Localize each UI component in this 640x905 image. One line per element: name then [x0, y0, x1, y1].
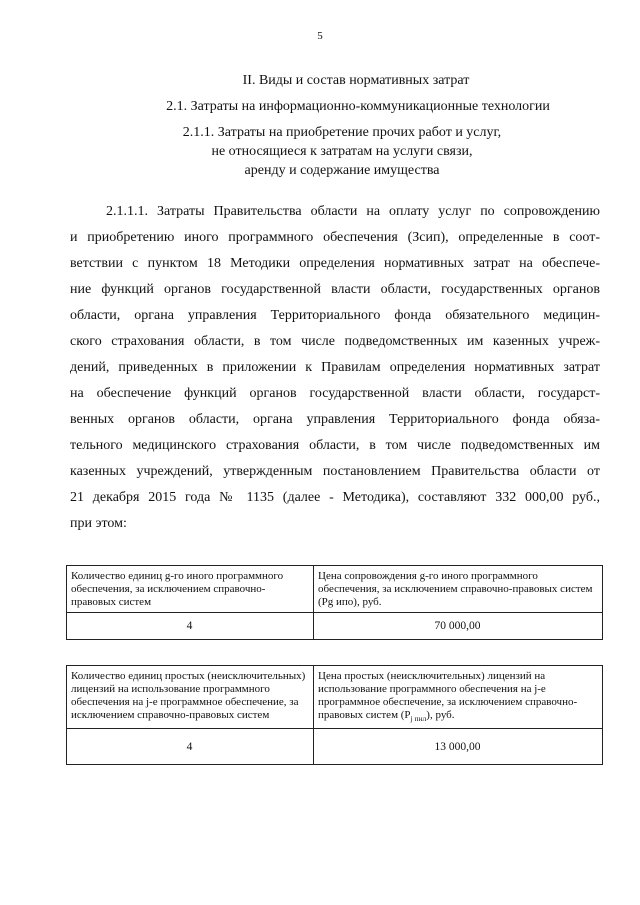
table-header-row	[67, 666, 603, 729]
table-header-cell: Количество единиц простых (неисключительных) лицензий на использование программного обеспечения на j-е программное обеспечение, за исключением справочно-правовых систем	[67, 666, 314, 729]
subsubsection-title	[22, 123, 640, 180]
header-text: Цена простых (неисключительных) лицензий на использование программного обеспечения на j-е программное обеспечение, за исключением справочно-правовых систем (P	[318, 670, 578, 721]
paragraph-line: области, органа управления Территориального фонда обязательного медицин-	[70, 308, 600, 323]
section-title: II. Виды и состав нормативных затрат	[242, 73, 470, 88]
subsubsection-title-line: 2.1.1. Затраты на приобретение прочих работ и услуг,	[182, 125, 502, 140]
page-number: 5	[317, 30, 323, 42]
table-cell: 4	[67, 613, 314, 640]
subsection-title: 2.1. Затраты на информационно-коммуникационные технологии	[166, 99, 550, 114]
header-text-tail: ), руб.	[426, 709, 455, 721]
license-table	[66, 665, 603, 765]
paragraph-line: ние функций органов государственной власти области, государственных органов	[70, 282, 600, 297]
paragraph-line: 2.1.1.1. Затраты Правительства области на оплату услуг по сопровождению	[106, 204, 600, 219]
table-cell: 13 000,00	[314, 729, 603, 765]
paragraph-line: ветствии с пунктом 18 Методики определения нормативных затрат на обеспече-	[70, 256, 600, 271]
table-cell: 70 000,00	[314, 613, 603, 640]
paragraph-line: ского страхования области, в том числе подведомственных им казенных учреж-	[70, 334, 600, 349]
paragraph-line: тельного медицинского страхования области, в том числе подведомственных им	[70, 438, 600, 453]
table-header-cell: Цена сопровождения g-го иного программного обеспечения, за исключением справочно-правовых систем (Pg ипо), руб.	[314, 566, 603, 613]
price-subscript: j пнл	[410, 714, 427, 724]
paragraph-line: при этом:	[70, 516, 127, 531]
table-row	[67, 613, 603, 640]
table-cell: 4	[67, 729, 314, 765]
paragraph-line: 21 декабря 2015 года № 1135 (далее - Методика), составляют 332 000,00 руб.,	[70, 490, 600, 505]
table-header-cell	[314, 666, 603, 729]
software-support-table	[66, 565, 603, 640]
paragraph-line: на обеспечение функций органов государственной власти области, государст-	[70, 386, 600, 401]
table-header-row	[67, 566, 603, 613]
paragraph-line: дений, приведенных в приложении к Правилам определения нормативных затрат	[70, 360, 600, 375]
paragraph-line: венных органов области, органа управления Территориального фонда обяза-	[70, 412, 600, 427]
subsubsection-title-line: не относящиеся к затратам на услуги связи,	[211, 144, 473, 159]
subsubsection-title-line: аренду и содержание имущества	[244, 163, 440, 178]
table-row	[67, 729, 603, 765]
paragraph-line: казенных учреждений, утвержденным постановлением Правительства области от	[70, 464, 600, 479]
table-header-cell: Количество единиц g-го иного программного обеспечения, за исключением справочно-правовых систем	[67, 566, 314, 613]
paragraph-line: и приобретению иного программного обеспечения (Зсип), определенные в соот-	[70, 230, 600, 245]
